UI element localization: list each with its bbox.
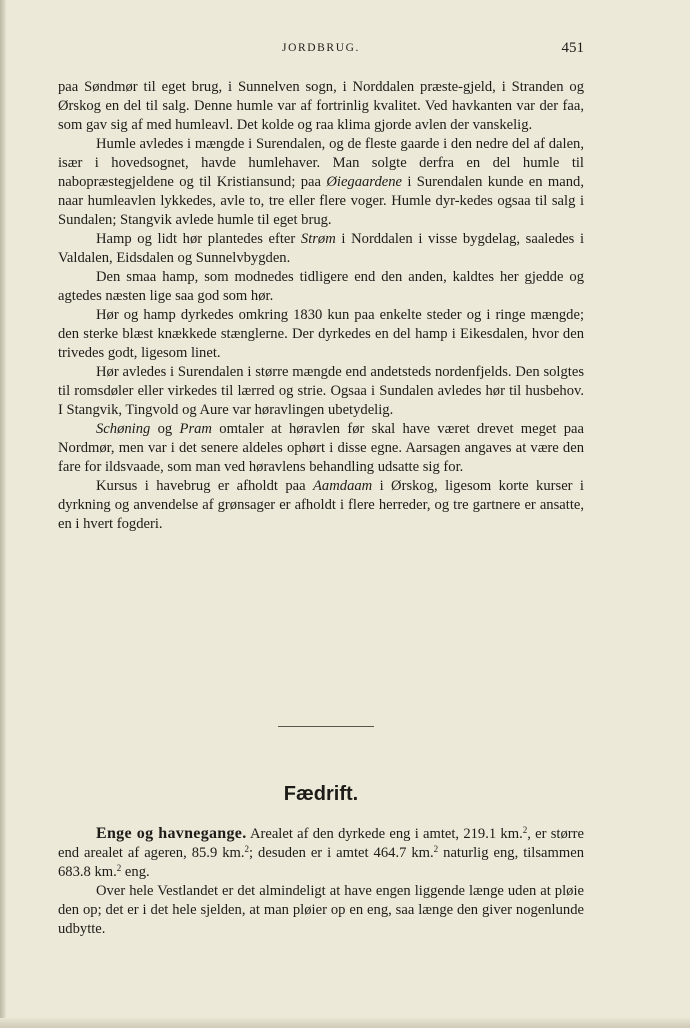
body-text (58, 78, 584, 534)
paragraph: Den smaa hamp, som modnedes tidligere end den anden, kaldtes her gjedde og agtedes næsten lige saa god som hør. (58, 269, 584, 304)
running-title: JORDBRUG. (282, 42, 360, 54)
section-divider (278, 726, 374, 727)
run-in-heading: Enge og havnegange. (96, 825, 247, 842)
paragraph: Hør avledes i Surendalen i større mængde end andetsteds nordenfjelds. Den solgtes til romsdøler eller virkedes til lærred og strie. Ogsaa i Sundalen avledes hør til husbehov. I Stangvik, Tingvold og Aure var høravlingen ubetydelig. (58, 364, 584, 418)
paragraph: Humle avledes i mængde i Surendalen, og de fleste gaarde i den nedre del af dalen, især i hovedsognet, havde humlehaver. Man solgte derfra en del humle til nabopræstegjeldene og til Kristiansund; paa Øiegaardene i Surendalen kunde en mand, naar humleavlen lykkedes, avle to, tre eller flere voger. Humle dyr-kedes ogsaa til salg i Sundalen; Stangvik avlede humle til eget brug. (58, 136, 584, 228)
place-name: Øiegaardene (326, 174, 402, 190)
page-number: 451 (561, 40, 584, 56)
section-body-text (58, 824, 584, 939)
paragraph: Hør og hamp dyrkedes omkring 1830 kun paa enkelte steder og i ringe mængde; den sterke blæst knækkede stænglerne. Der dyrkedes en del hamp i Eikesdalen, hvor den trivedes godt, ligesom linet. (58, 307, 584, 361)
paragraph: Hamp og lidt hør plantedes efter Strøm i Norddalen i visse bygdelag, saaledes i Valdalen, Eidsdalen og Sunnelvbygden. (58, 231, 584, 266)
paragraph: Schøning og Pram omtaler at høravlen før skal have været drevet meget paa Nordmør, men var i det senere aldeles ophørt i disse egne. Aarsagen angaves at være den fare for ildsvaade, som man ved høravlens behandling udsatte sig for. (58, 421, 585, 475)
author-name: Strøm (300, 231, 336, 247)
paragraph: Kursus i havebrug er afholdt paa Aamdaam i Ørskog, ligesom korte kurser i dyrkning og anvendelse af grønsager er afholdt i flere herreder, og tre gartnere er ansatte, en i hvert fogderi. (58, 478, 584, 532)
author-name: Schøning (96, 421, 151, 437)
paragraph: Over hele Vestlandet er det almindeligt at have engen liggende længe uden at pløie den op; det er i det hele sjelden, at man pløier op en eng, saa længe den giver nogenlunde udbytte. (58, 883, 584, 937)
paragraph: Enge og havnegange. Arealet af den dyrkede eng i amtet, 219.1 km.$^2$, er større end arealet af ageren, 85.9 km.$^2$; desuden er i amtet 464.7 km.$^2$ naturlig eng, tilsammen 683.8 km.$^2$ eng. (58, 825, 584, 880)
page-bottom-edge (0, 1018, 690, 1028)
running-header (58, 42, 584, 62)
page-left-edge (0, 0, 6, 1028)
section-heading: Fædrift. (283, 783, 359, 805)
place-name: Aamdaam (313, 478, 373, 494)
author-name: Pram (179, 421, 212, 437)
paragraph: paa Søndmør til eget brug, i Sunnelven sogn, i Norddalen præste-gjeld, i Stranden og Ørskog en del til salg. Denne humle var af fortrinlig kvalitet. Ved havkanten var der faa, som gav sig af med humleavl. Det kolde og raa klima gjorde avlen der vanskelig. (58, 79, 584, 133)
